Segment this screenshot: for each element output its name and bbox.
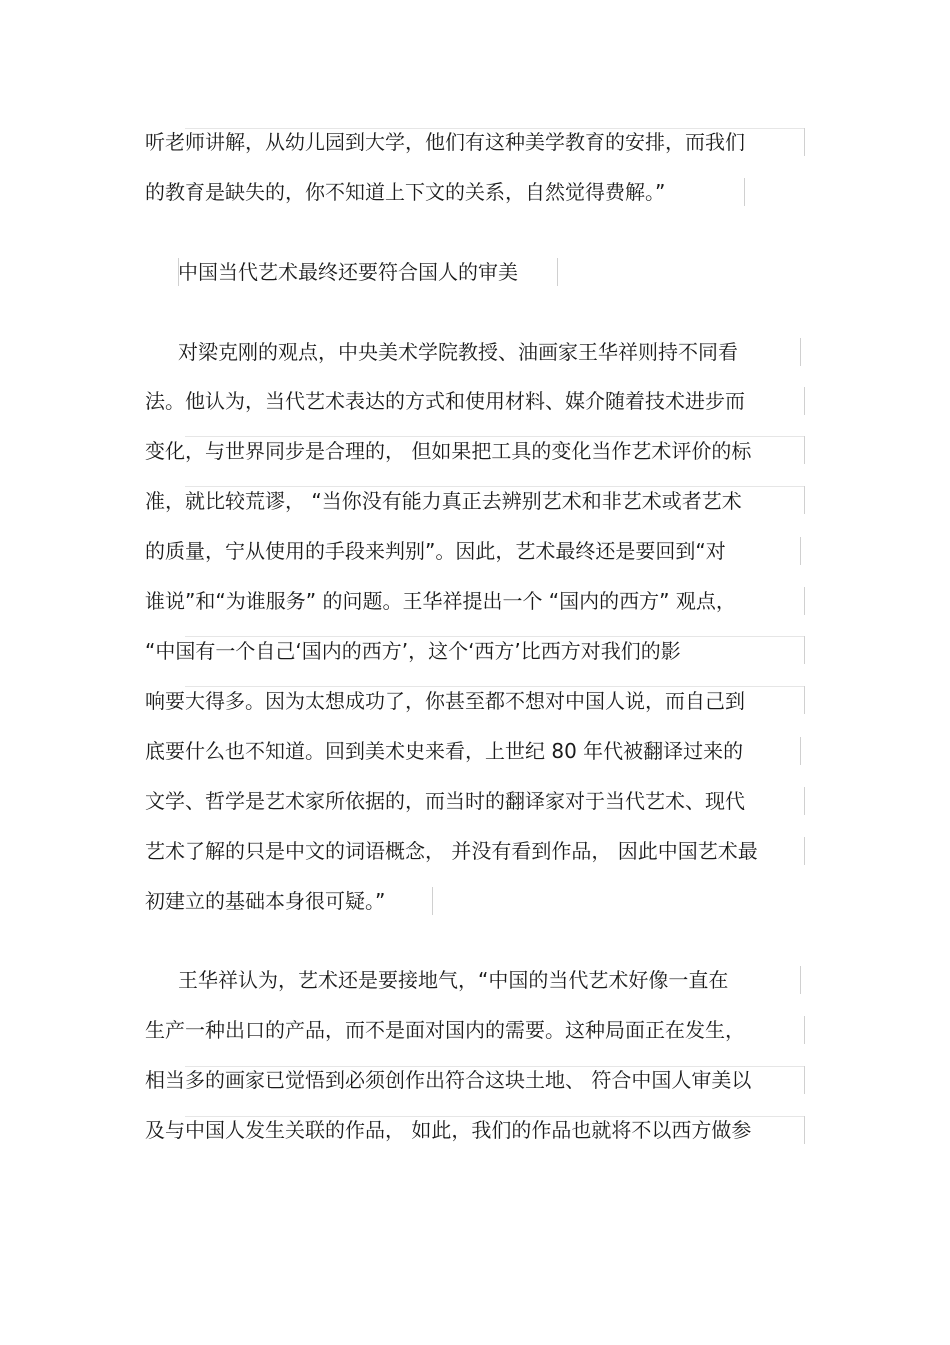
body-text-line: 的质量，宁从使用的手段来判别”。因此，艺术最终还是要回到“对 (145, 539, 726, 563)
line-edge-marker (800, 966, 801, 994)
line-edge-marker (744, 178, 745, 206)
line-edge-marker (804, 636, 805, 664)
section-heading: 中国当代艺术最终还要符合国人的审美 (178, 260, 518, 284)
line-edge-marker (800, 537, 801, 565)
body-text-line: 法。他认为，当代艺术表达的方式和使用材料、媒介随着技术进步而 (145, 389, 745, 413)
body-text-line: 准，就比较荒谬， “当你没有能力真正去辨别艺术和非艺术或者艺术 (145, 489, 742, 513)
line-edge-marker (432, 887, 433, 915)
body-text-line: 初建立的基础本身很可疑。” (145, 889, 386, 913)
line-edge-marker (804, 787, 805, 815)
body-text-line: 谁说”和“为谁服务” 的问题。王华祥提出一个 “国内的西方” 观点， (145, 589, 736, 613)
line-edge-marker (804, 128, 805, 156)
line-edge-marker (804, 486, 805, 514)
body-text-line: 及与中国人发生关联的作品， 如此，我们的作品也就将不以西方做参 (145, 1118, 752, 1142)
body-text-line: 底要什么也不知道。回到美术史来看，上世纪 80 年代被翻译过来的 (145, 739, 744, 763)
body-text-line: 文学、哲学是艺术家所依据的，而当时的翻译家对于当代艺术、现代 (145, 789, 745, 813)
line-edge-marker (804, 837, 805, 865)
body-text-line: 听老师讲解，从幼儿园到大学，他们有这种美学教育的安排，而我们 (145, 130, 745, 154)
body-text-line: 变化，与世界同步是合理的， 但如果把工具的变化当作艺术评价的标 (145, 439, 752, 463)
line-edge-marker (804, 686, 805, 714)
body-text-line: 生产一种出口的产品，而不是面对国内的需要。这种局面正在发生， (145, 1018, 745, 1042)
line-edge-marker (800, 737, 801, 765)
line-edge-marker (557, 258, 558, 286)
body-text-line: 的教育是缺失的，你不知道上下文的关系，自然觉得费解。” (145, 180, 666, 204)
body-text-line: 王华祥认为，艺术还是要接地气，“中国的当代艺术好像一直在 (178, 968, 729, 992)
body-text-line: 对梁克刚的观点，中央美术学院教授、油画家王华祥则持不同看 (178, 340, 738, 364)
line-edge-marker (804, 587, 805, 615)
body-text-line: 响要大得多。因为太想成功了，你甚至都不想对中国人说，而自己到 (145, 689, 745, 713)
body-text-line: 艺术了解的只是中文的词语概念， 并没有看到作品， 因此中国艺术最 (145, 839, 758, 863)
body-text-line: “中国有一个自己‘国内的西方’，这个‘西方’比西方对我们的影 (145, 639, 681, 663)
line-edge-marker (800, 338, 801, 366)
line-edge-marker (804, 1016, 805, 1044)
line-edge-marker (804, 1116, 805, 1144)
line-edge-marker (804, 1066, 805, 1094)
line-edge-marker (804, 436, 805, 464)
line-edge-marker (804, 387, 805, 415)
body-text-line: 相当多的画家已觉悟到必须创作出符合这块土地、 符合中国人审美以 (145, 1068, 752, 1092)
